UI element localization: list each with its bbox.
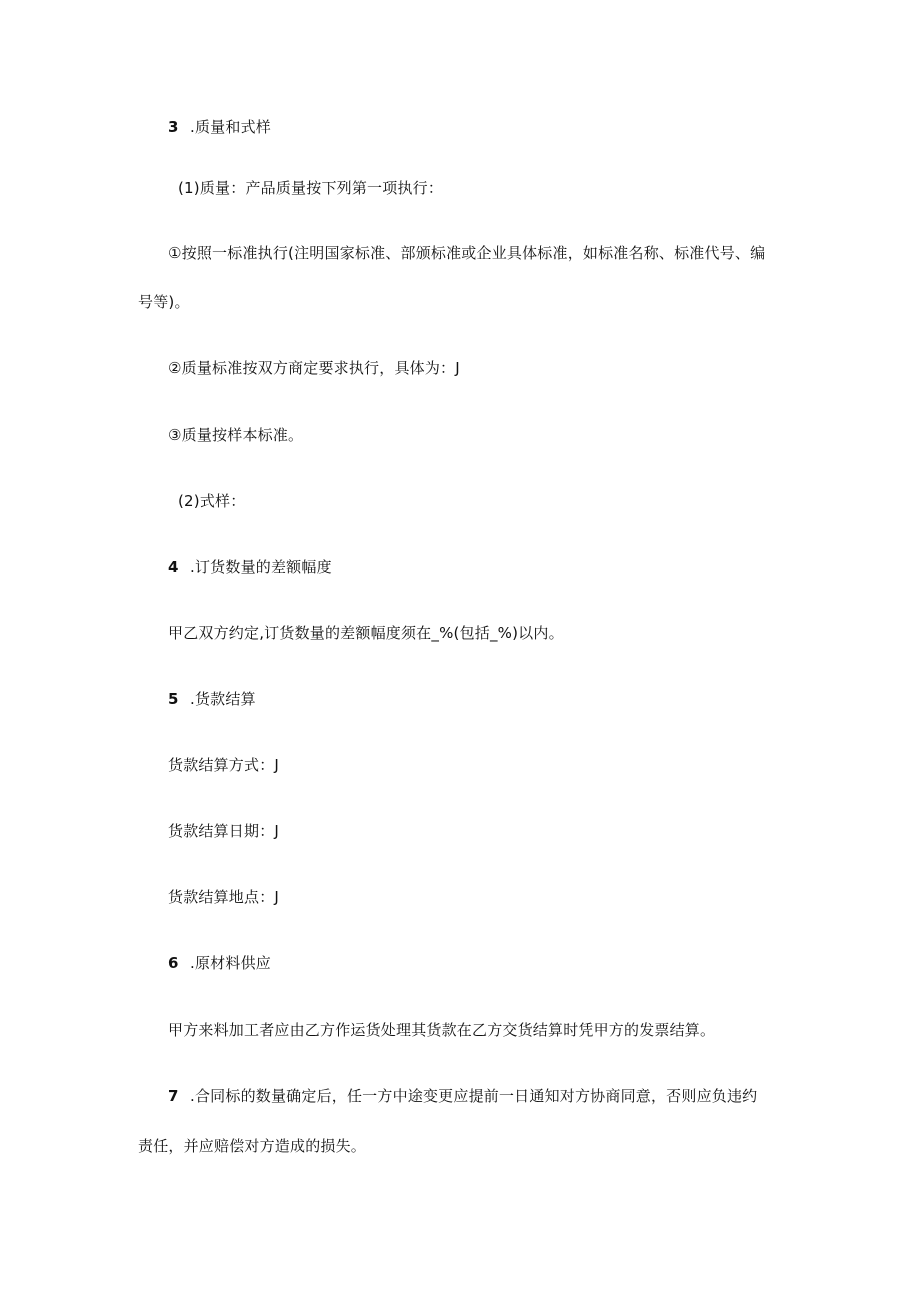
raw-material-body: 甲方来料加工者应由乙方作运货处理其货款在乙方交货结算时凭甲方的发票结算。 bbox=[168, 1021, 716, 1039]
section-number: 3 bbox=[168, 118, 179, 136]
style-label: (2)式样： bbox=[178, 492, 246, 510]
section-7-line-1 bbox=[168, 1086, 757, 1106]
section-title: .质量和式样 bbox=[190, 118, 271, 136]
section-3-heading bbox=[168, 117, 271, 137]
section-4-heading bbox=[168, 557, 332, 577]
quality-option-2: ②质量标准按双方商定要求执行，具体为：J bbox=[168, 359, 460, 377]
section-title: .订货数量的差额幅度 bbox=[190, 558, 332, 576]
payment-date: 货款结算日期：J bbox=[168, 822, 280, 840]
quality-option-1-line-1: ①按照一标准执行(注明国家标准、部颁标准或企业具体标准，如标准名称、标准代号、编 bbox=[168, 244, 766, 262]
section-title: .原材料供应 bbox=[190, 954, 271, 972]
quality-label: (1)质量：产品质量按下列第一项执行： bbox=[178, 179, 444, 197]
section-6-heading bbox=[168, 953, 271, 973]
quality-option-3: ③质量按样本标准。 bbox=[168, 426, 304, 444]
section-5-heading bbox=[168, 689, 256, 709]
payment-method: 货款结算方式：J bbox=[168, 756, 280, 774]
section-number: 4 bbox=[168, 558, 179, 576]
quantity-variance-body: 甲乙双方约定,订货数量的差额幅度须在_%(包括_%)以内。 bbox=[168, 624, 564, 642]
section-number: 5 bbox=[168, 690, 179, 708]
section-title: .货款结算 bbox=[190, 690, 256, 708]
section-7-text: .合同标的数量确定后，任一方中途变更应提前一日通知对方协商同意，否则应负违约 bbox=[190, 1087, 758, 1105]
payment-place: 货款结算地点：J bbox=[168, 888, 280, 906]
section-7-line-2: 责任，并应赔偿对方造成的损失。 bbox=[138, 1137, 367, 1155]
quality-option-1-line-2: 号等)。 bbox=[138, 293, 190, 311]
section-number: 7 bbox=[168, 1087, 179, 1105]
section-number: 6 bbox=[168, 954, 179, 972]
